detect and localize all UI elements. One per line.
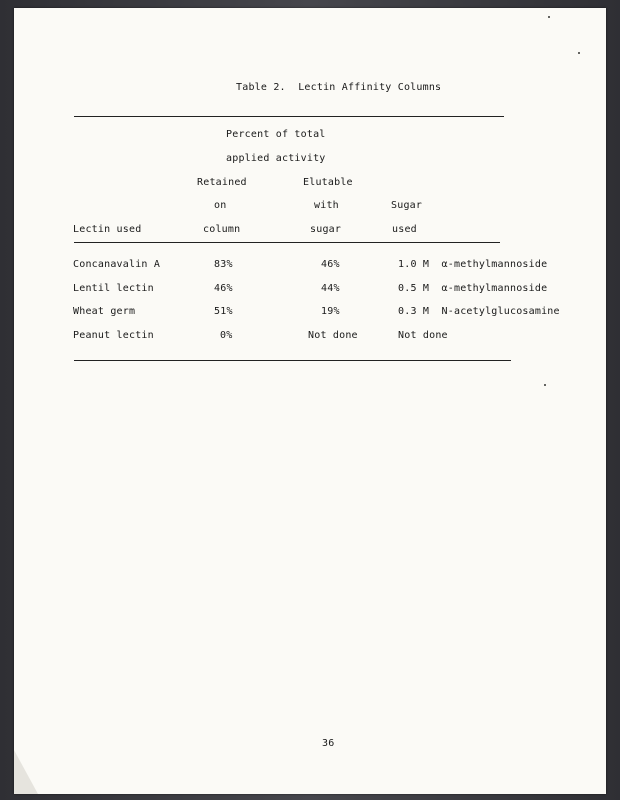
row-sugar: 0.5 M α-methylmannoside (398, 283, 548, 294)
speck-mark (544, 384, 546, 386)
row-sugar: 1.0 M α-methylmannoside (398, 259, 548, 270)
table-title: Table 2. Lectin Affinity Columns (236, 82, 442, 93)
header-lectin-used: Lectin used (73, 224, 142, 235)
row-lectin: Wheat germ (73, 306, 136, 317)
header-elutable-line2: with (314, 200, 339, 211)
row-retained: 46% (214, 283, 233, 294)
row-retained: 51% (214, 306, 233, 317)
header-percent-line2: applied activity (226, 153, 326, 164)
header-retained-line1: Retained (197, 177, 247, 188)
row-lectin: Lentil lectin (73, 283, 154, 294)
row-elutable: 46% (321, 259, 340, 270)
row-retained: 83% (214, 259, 233, 270)
row-elutable: Not done (308, 330, 358, 341)
row-elutable: 19% (321, 306, 340, 317)
header-percent-line1: Percent of total (226, 129, 326, 140)
header-retained-line2: on (214, 200, 227, 211)
header-sugar-line1: Sugar (391, 200, 423, 211)
header-elutable-line1: Elutable (303, 177, 353, 188)
bottom-rule (74, 360, 511, 361)
page-number: 36 (322, 738, 335, 749)
row-elutable: 44% (321, 283, 340, 294)
top-rule (74, 116, 504, 117)
header-sugar-line2: used (392, 224, 417, 235)
row-lectin: Peanut lectin (73, 330, 154, 341)
speck-mark (548, 16, 550, 18)
header-rule (74, 242, 500, 243)
row-sugar: Not done (398, 330, 448, 341)
speck-mark (578, 52, 580, 54)
header-retained-line3: column (203, 224, 241, 235)
row-sugar: 0.3 M N-acetylglucosamine (398, 306, 560, 317)
row-retained: 0% (220, 330, 233, 341)
row-lectin: Concanavalin A (73, 259, 161, 270)
document-page (14, 8, 606, 794)
folded-corner (14, 750, 38, 794)
header-elutable-line3: sugar (310, 224, 342, 235)
